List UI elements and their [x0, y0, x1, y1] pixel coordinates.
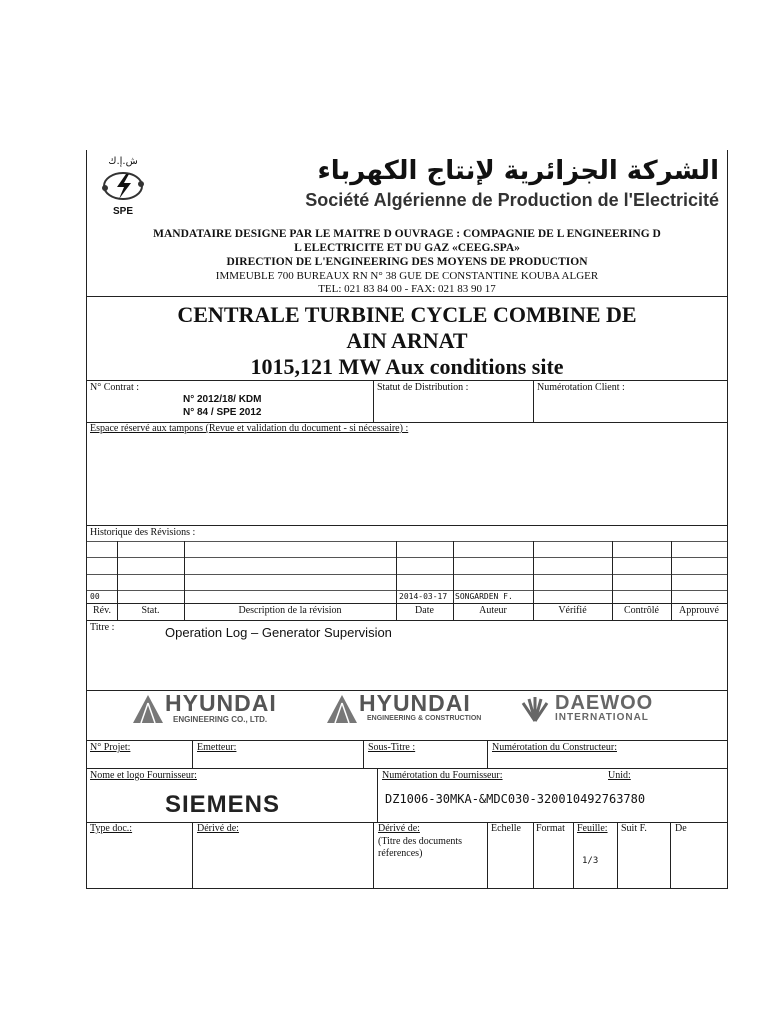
divider	[87, 541, 727, 542]
supplier-numbering-label: Numérotation du Fournisseur:	[382, 770, 503, 781]
divider	[192, 740, 193, 768]
divider	[87, 620, 727, 621]
client-numbering-label: Numérotation Client :	[537, 382, 625, 393]
divider	[617, 822, 618, 888]
arabic-company-name: الشركة الجزائرية لإنتاج الكهرباء	[317, 156, 719, 186]
document-title: Operation Log – Generator Supervision	[165, 625, 392, 640]
project-title-line-2: AIN ARNAT	[346, 328, 468, 353]
derived-from-note-2: réferences)	[378, 848, 423, 859]
revision-col-stat: Stat.	[141, 605, 160, 616]
divider	[87, 525, 727, 526]
divider	[87, 603, 727, 604]
divider	[487, 822, 488, 888]
contract-value-2: N° 84 / SPE 2012	[183, 407, 262, 418]
sheet-value: 1/3	[582, 856, 599, 866]
divider	[87, 296, 727, 297]
revision-col-author: Auteur	[479, 605, 507, 616]
hyundai-construction-logo	[327, 690, 507, 727]
address-line-1: MANDATAIRE DESIGNE PAR LE MAITRE D OUVRAGE : COMPAGNIE DE L ENGINEERING D	[153, 228, 661, 240]
lightning-bolt-icon	[101, 168, 145, 204]
derived-from-note-1: (Titre des documents	[378, 836, 463, 847]
hyundai-triangle-icon	[133, 695, 163, 723]
sheet-label: Feuille:	[577, 823, 608, 834]
divider	[670, 822, 671, 888]
divider	[87, 740, 727, 741]
divider	[573, 822, 574, 888]
revision-date: 2014-03-17	[399, 592, 448, 601]
daewoo-sub: INTERNATIONAL	[555, 712, 649, 723]
address-line-3: DIRECTION DE L'ENGINEERING DES MOYENS DE PRODUCTION	[226, 256, 588, 268]
divider	[533, 380, 534, 422]
scale-label: Echelle	[491, 823, 521, 834]
revision-number: 00	[90, 592, 100, 601]
distribution-status-label: Statut de Distribution :	[377, 382, 469, 393]
title-label: Titre :	[90, 622, 115, 633]
supplier-name-label: Nome et logo Fournisseur:	[90, 770, 197, 781]
divider	[87, 557, 727, 558]
revision-history-label: Historique des Révisions :	[90, 527, 196, 538]
subtitle-label: Sous-Titre :	[368, 742, 416, 753]
project-title-line-1: CENTRALE TURBINE CYCLE COMBINE DE	[177, 302, 637, 327]
revision-col-verified: Vérifié	[558, 605, 587, 616]
hyundai-construction-sub: ENGINEERING & CONSTRUCTION	[367, 715, 482, 722]
spe-logo-text: SPE	[112, 206, 133, 217]
french-company-name: Société Algérienne de Production de l'Electricité	[305, 190, 719, 210]
project-number-label: N° Projet:	[90, 742, 131, 753]
divider	[377, 768, 378, 822]
issuer-label: Emetteur:	[197, 742, 237, 753]
divider	[87, 590, 727, 591]
hyundai-engineering-sub: ENGINEERING CO., LTD.	[173, 715, 268, 724]
divider	[373, 822, 374, 888]
divider	[87, 380, 727, 381]
siemens-logo: SIEMENS	[165, 791, 281, 818]
address-line-5: TEL: 021 83 84 00 - FAX: 021 83 90 17	[318, 283, 496, 295]
divider	[363, 740, 364, 768]
contract-value-1: N° 2012/18/ KDM	[183, 394, 262, 405]
derived-from-label: Dérivé de:	[197, 823, 239, 834]
project-title-line-3: 1015,121 MW Aux conditions site	[250, 354, 564, 379]
address-line-2: L ELECTRICITE ET DU GAZ «CEEG.SPA»	[294, 242, 520, 254]
unid-label: Unid:	[608, 770, 631, 781]
divider	[87, 768, 727, 769]
revision-col-description: Description de la révision	[238, 605, 342, 616]
divider	[87, 574, 727, 575]
revision-col-date: Date	[415, 605, 434, 616]
hyundai-engineering-logo	[133, 690, 313, 727]
revision-col-approved: Approuvé	[679, 605, 719, 616]
divider	[487, 740, 488, 768]
address-line-4: IMMEUBLE 700 BUREAUX RN N° 38 GUE DE CONSTANTINE KOUBA ALGER	[215, 270, 599, 282]
supplier-numbering-value: DZ1006-30MKA-&MDC030-320010492763780	[385, 792, 646, 806]
hyundai-construction-name: HYUNDAI	[359, 690, 471, 716]
next-sheet-label: Suit F.	[621, 823, 647, 834]
hyundai-triangle-icon	[327, 695, 357, 723]
hyundai-engineering-name: HYUNDAI	[165, 690, 277, 716]
of-label: De	[675, 823, 687, 834]
revision-author: SONGARDEN F.	[455, 592, 513, 601]
contract-label: N° Contrat :	[90, 382, 139, 393]
format-label: Format	[536, 823, 565, 834]
daewoo-logo	[519, 693, 689, 727]
divider	[192, 822, 193, 888]
divider	[373, 380, 374, 422]
derived-from-ref-label: Dérivé de:	[378, 823, 420, 834]
stamp-area-label: Espace réservé aux tampons (Revue et validation du document - si nécessaire) :	[90, 423, 409, 434]
divider	[533, 822, 534, 888]
revision-col-rev: Rév.	[93, 605, 111, 616]
manufacturer-numbering-label: Numérotation du Constructeur:	[492, 742, 617, 753]
revision-col-controlled: Contrôlé	[624, 605, 659, 616]
daewoo-name: DAEWOO	[555, 692, 654, 714]
doc-type-label: Type doc.:	[90, 823, 133, 834]
spe-logo-arabic: ش.إ.ك	[108, 156, 138, 167]
spe-logo	[97, 156, 149, 218]
daewoo-shell-icon	[519, 695, 551, 723]
document-sheet	[86, 150, 728, 889]
